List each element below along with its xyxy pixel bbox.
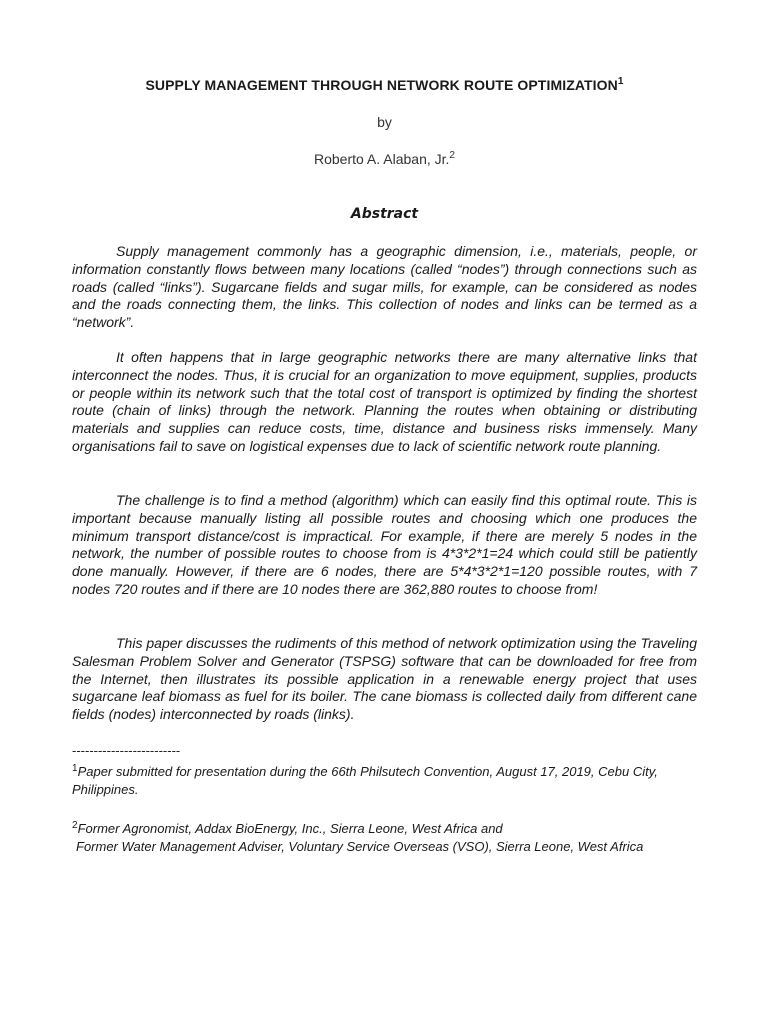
author-name [72, 151, 697, 167]
footnote-1-text: Paper submitted for presentation during the 66th Philsutech Convention, August 17, 2019, Cebu City, Philippines. [72, 764, 658, 797]
by-line: by [377, 114, 392, 130]
abstract-paragraph: It often happens that in large geographic networks there are many alternative links that interconnect the nodes. Thus, it is crucial for an organization to move equipment, supplies, products or people within its network such that the total cost of transport is optimized by finding the shortest route (chain of links) through the network. Planning the routes when obtaining or distributing materials and supplies can reduce costs, time, distance and business risks immensely. Many organisations fail to save on logistical expenses due to lack of scientific network route planning. [72, 349, 697, 454]
footnote-2-mark: 2 [72, 820, 78, 831]
abstract-heading: Abstract [350, 206, 419, 222]
footnote-1 [72, 763, 697, 798]
abstract-paragraph: The challenge is to find a method (algorithm) which can easily find this optimal route. This is important because manually listing all possible routes and choosing which one produces the minimum transport distance/cost is impractical. For example, if there are merely 5 nodes in the network, the number of possible routes to choose from is 4*3*2*1=24 which could still be patiently done manually. However, if there are 6 nodes, there are 5*4*3*2*1=120 possible routes, with 7 nodes 720 routes and if there are 10 nodes there are 362,880 routes to choose from! [72, 492, 697, 597]
author-footnote-mark: 2 [449, 150, 455, 161]
paper-title [72, 77, 697, 93]
paper-title-text: SUPPLY MANAGEMENT THROUGH NETWORK ROUTE OPTIMIZATION [145, 77, 618, 93]
footnote-1-mark: 1 [72, 763, 78, 774]
abstract-paragraph: Supply management commonly has a geographic dimension, i.e., materials, people, or information constantly flows between many locations (called “nodes”) through connections such as roads (called “links”). Sugarcane fields and sugar mills, for example, can be considered as nodes and the roads connecting them, the links. This collection of nodes and links can be termed as a “network”. [72, 243, 697, 331]
author-name-text: Roberto A. Alaban, Jr. [314, 151, 450, 167]
footnote-2 [72, 820, 697, 855]
footnote-2-text: Former Agronomist, Addax BioEnergy, Inc., Sierra Leone, West Africa and [77, 821, 503, 836]
footnote-2-text-line2: Former Water Management Adviser, Voluntary Service Overseas (VSO), Sierra Leone, West Africa [76, 838, 644, 854]
title-footnote-mark: 1 [617, 76, 624, 87]
footnote-separator: ------------------------- [72, 743, 181, 758]
abstract-paragraph: This paper discusses the rudiments of this method of network optimization using the Traveling Salesman Problem Solver and Generator (TSPSG) software that can be downloaded for free from the Internet, then illustrates its possible application in a renewable energy project that uses sugarcane leaf biomass as fuel for its boiler. The cane biomass is collected daily from different cane fields (nodes) interconnected by roads (links). [72, 635, 697, 723]
